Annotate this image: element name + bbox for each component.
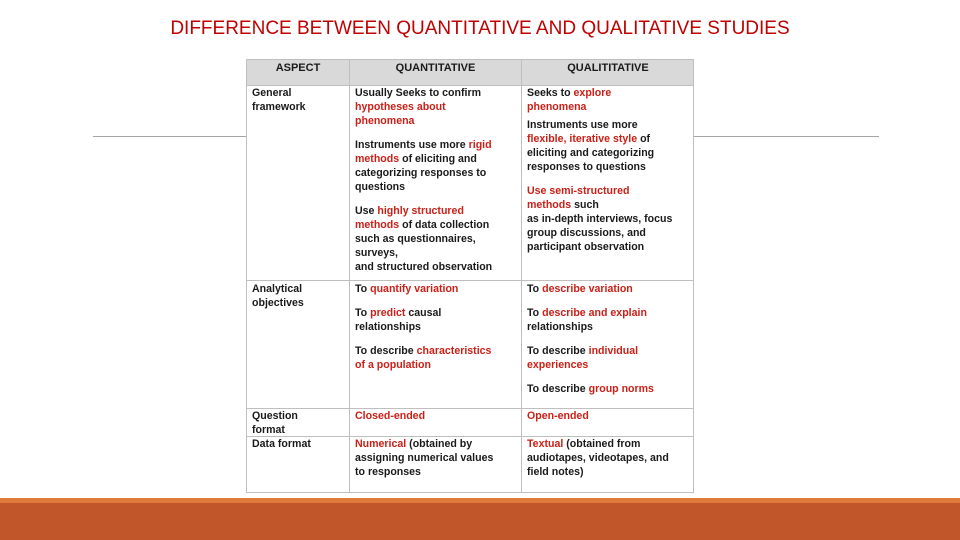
footer-bar [0,503,960,540]
table-cell-line [527,184,692,198]
table-cell-text: flexible, iterative style [527,133,638,145]
table-cell-text: to responses [355,466,421,478]
general-framework-qualitative [527,86,692,254]
table-cell-text: To describe [355,345,417,357]
table-cell-line [527,100,692,114]
table-cell-line [355,260,520,274]
table-cell-text: methods [355,219,400,231]
table-cell-text: surveys, [355,247,398,259]
aspect-text: format [252,424,285,436]
table-cell-text: phenomena [527,101,587,113]
row-divider [247,408,693,409]
table-cell-line [527,160,692,174]
table-cell-text: Usually Seeks to confirm [355,87,481,99]
table-cell-text: methods [355,153,400,165]
table-cell-text: methods [527,199,572,211]
table-cell-text: and structured observation [355,261,493,273]
table-cell-line [527,382,692,396]
question-format-quantitative: Closed-ended [355,410,426,422]
table-cell-line [355,320,520,334]
table-cell-line [527,86,692,100]
table-cell-text: participant observation [527,241,645,253]
header-quantitative: QUANTITATIVE [395,62,476,74]
table-cell-line [355,100,520,114]
table-cell-text: of eliciting and [399,153,477,165]
table-cell-text: (obtained from [563,438,641,450]
table-cell-text: Use [355,205,378,217]
table-cell-line [527,282,692,296]
table-cell-text: predict [370,307,406,319]
table-cell-line [527,226,692,240]
aspect-general-framework [252,86,306,114]
aspect-text: Question [252,410,298,422]
table-cell-text: Use semi-structured [527,185,630,197]
table-cell-text: To describe [527,345,589,357]
table-cell-line [355,358,520,372]
header-qualitative: QUALITITATIVE [567,62,649,74]
table-cell-line [527,306,692,320]
table-cell-text: describe and explain [542,307,647,319]
table-cell-text: To [355,307,371,319]
table-cell-text: Instruments use more [355,139,469,151]
table-cell-line [527,320,692,334]
aspect-analytical-objectives [252,282,304,310]
table-cell-text: Numerical [355,438,407,450]
row-divider [247,280,693,281]
table-cell-text: of data collection [399,219,490,231]
table-cell-text: relationships [355,321,421,333]
table-cell-text: Instruments use more [527,119,638,131]
table-cell-text: causal [405,307,442,319]
table-cell-text: Textual [527,438,564,450]
table-cell-text: explore [573,87,612,99]
table-cell-text: assigning numerical values [355,452,494,464]
table-cell-line [527,198,692,212]
table-cell-text: highly structured [377,205,464,217]
table-cell-text: (obtained by [406,438,473,450]
table-cell-text: responses to questions [527,161,646,173]
table-cell-line [355,232,520,246]
slide-title: DIFFERENCE BETWEEN QUANTITATIVE AND QUALITATIVE STUDIES [170,18,790,39]
table-cell-text: phenomena [355,115,415,127]
aspect-data-format: Data format [252,438,311,450]
table-cell-line [527,240,692,254]
table-cell-line [527,344,692,358]
table-cell-line [355,204,520,218]
table-cell-text: describe variation [542,283,633,295]
table-cell-text: eliciting and categorizing [527,147,655,159]
table-cell-text: hypotheses about [355,101,446,113]
table-cell-line [355,451,520,465]
comparison-table [246,59,694,493]
table-cell-line [527,451,692,465]
table-cell-text: To [527,283,543,295]
table-cell-text: relationships [527,321,593,333]
table-cell-text: field notes) [527,466,584,478]
table-cell-line [527,146,692,160]
table-cell-line [355,180,520,194]
analytical-objectives-qualitative [527,282,692,396]
aspect-text: framework [252,101,306,113]
column-divider [349,60,350,492]
aspect-question-format [252,409,298,437]
table-cell-text: questions [355,181,406,193]
table-cell-line [527,212,692,226]
column-divider [521,60,522,492]
table-cell-text: of [637,133,651,145]
data-format-qualitative [527,437,692,479]
table-cell-line [355,114,520,128]
table-cell-line [527,465,692,479]
table-cell-line [355,344,520,358]
table-cell-line [355,282,520,296]
table-cell-text: as in-depth interviews, focus [527,213,673,225]
table-cell-line [355,138,520,152]
general-framework-quantitative [355,86,520,274]
header-aspect: ASPECT [275,62,321,74]
table-cell-line [527,437,692,451]
table-cell-line [355,465,520,479]
aspect-text: Analytical [252,283,303,295]
table-cell-line [527,118,692,132]
table-cell-line [527,132,692,146]
table-cell-text: categorizing responses to [355,167,487,179]
table-cell-text: quantify variation [370,283,459,295]
table-cell-text: group norms [588,383,654,395]
table-cell-text: such as questionnaires, [355,233,476,245]
data-format-quantitative [355,437,520,479]
table-cell-line [355,86,520,100]
table-cell-text: of a population [355,359,431,371]
aspect-text: objectives [252,297,304,309]
table-cell-line [355,152,520,166]
table-cell-line [355,166,520,180]
table-cell-text: characteristics [416,345,492,357]
analytical-objectives-quantitative [355,282,520,372]
table-cell-text: Seeks to [527,87,574,99]
table-cell-text: audiotapes, videotapes, and [527,452,669,464]
table-cell-text: To [355,283,371,295]
table-cell-text: To [527,307,543,319]
question-format-qualitative: Open-ended [527,410,589,422]
table-cell-text: such [571,199,599,211]
table-cell-text: rigid [468,139,492,151]
table-cell-text: experiences [527,359,589,371]
table-cell-line [355,437,520,451]
table-cell-text: individual [588,345,639,357]
table-cell-text: group discussions, and [527,227,646,239]
aspect-text: General [252,87,292,99]
table-cell-line [355,218,520,232]
table-cell-line [527,358,692,372]
table-cell-line [355,306,520,320]
table-cell-line [355,246,520,260]
table-cell-text: To describe [527,383,589,395]
